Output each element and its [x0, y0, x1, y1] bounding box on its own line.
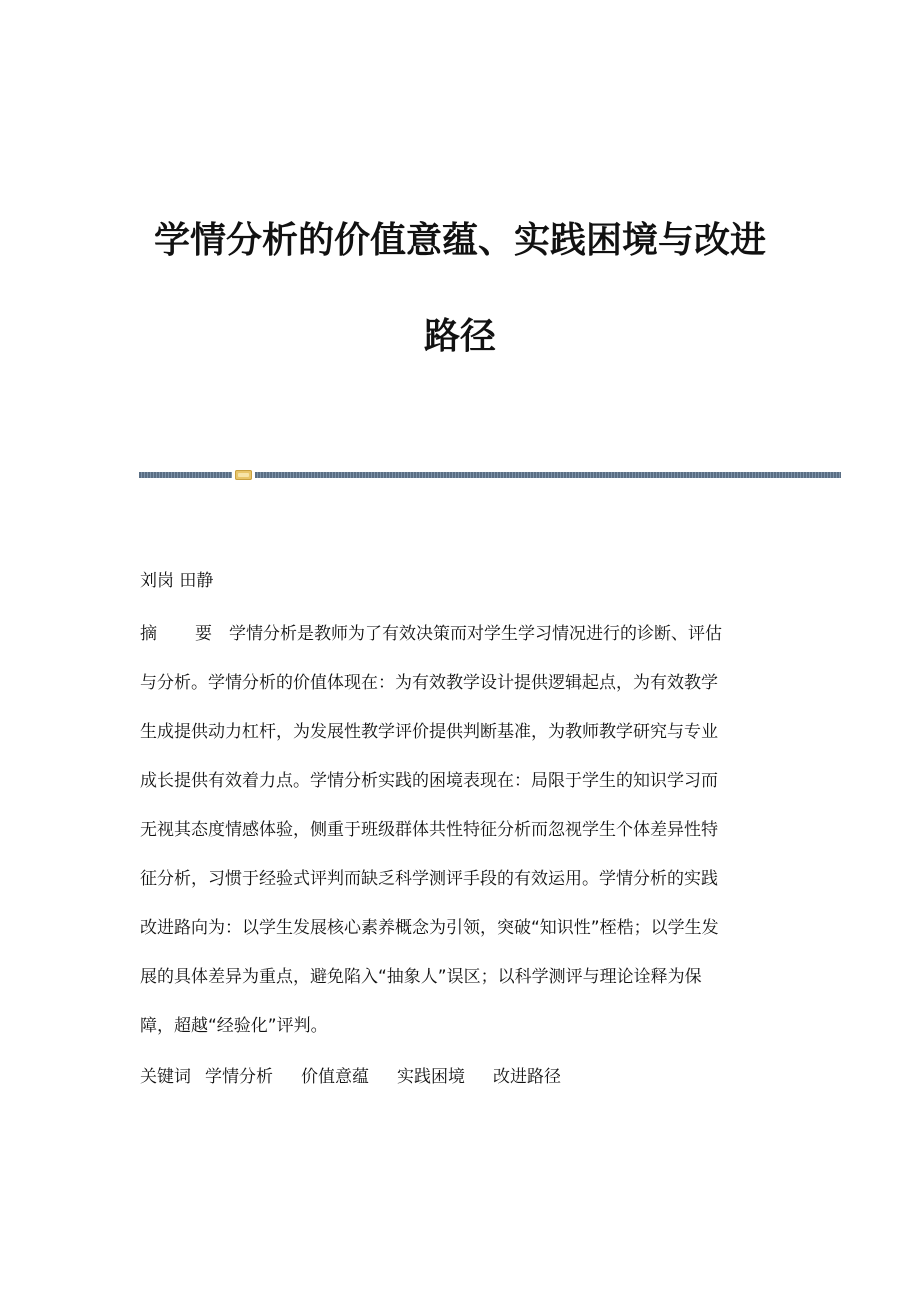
abstract-label [140, 624, 212, 644]
divider-bar-left [139, 472, 232, 478]
abstract-line-5: 征分析，习惯于经验式评判而缺乏科学测评手段的有效运用。学情分析的实践 [140, 869, 718, 889]
abstract-line-8: 障，超越“经验化”评判。 [140, 1016, 328, 1036]
keywords-label: 关键词 [140, 1067, 191, 1087]
keyword-item: 改进路径 [493, 1067, 561, 1087]
keyword-item: 学情分析 [205, 1067, 273, 1087]
document-title-line-2: 路径 [423, 315, 496, 357]
abstract-first-line [140, 623, 780, 645]
abstract-line-3: 成长提供有效着力点。学情分析实践的困境表现在：局限于学生的知识学习而 [140, 771, 718, 791]
document-title-line-1: 学情分析的价值意蕴、实践困境与改进 [153, 219, 766, 261]
abstract-line-7: 展的具体差异为重点，避免陷入“抽象人”误区；以科学测评与理论诠释为保 [140, 967, 702, 987]
title-divider [139, 470, 841, 480]
keyword-item: 价值意蕴 [301, 1067, 369, 1087]
keyword-item: 实践困境 [397, 1067, 465, 1087]
divider-bar-right [255, 472, 841, 478]
abstract-line-0: 学情分析是教师为了有效决策而对学生学习情况进行的诊断、评估 [229, 624, 722, 644]
abstract-line-6: 改进路向为：以学生发展核心素养概念为引领，突破“知识性”桎梏；以学生发 [140, 918, 719, 938]
keywords [140, 1066, 589, 1088]
abstract-line-4: 无视其态度情感体验，侧重于班级群体共性特征分析而忽视学生个体差异性特 [140, 820, 718, 840]
abstract-label-char-2: 要 [195, 624, 212, 644]
abstract-label-char-1: 摘 [140, 624, 157, 644]
abstract-line-1: 与分析。学情分析的价值体现在：为有效教学设计提供逻辑起点，为有效教学 [140, 673, 718, 693]
divider-ornament-icon [235, 470, 252, 480]
authors: 刘岗 田静 [140, 571, 214, 591]
abstract-line-2: 生成提供动力杠杆，为发展性教学评价提供判断基准，为教师教学研究与专业 [140, 722, 718, 742]
